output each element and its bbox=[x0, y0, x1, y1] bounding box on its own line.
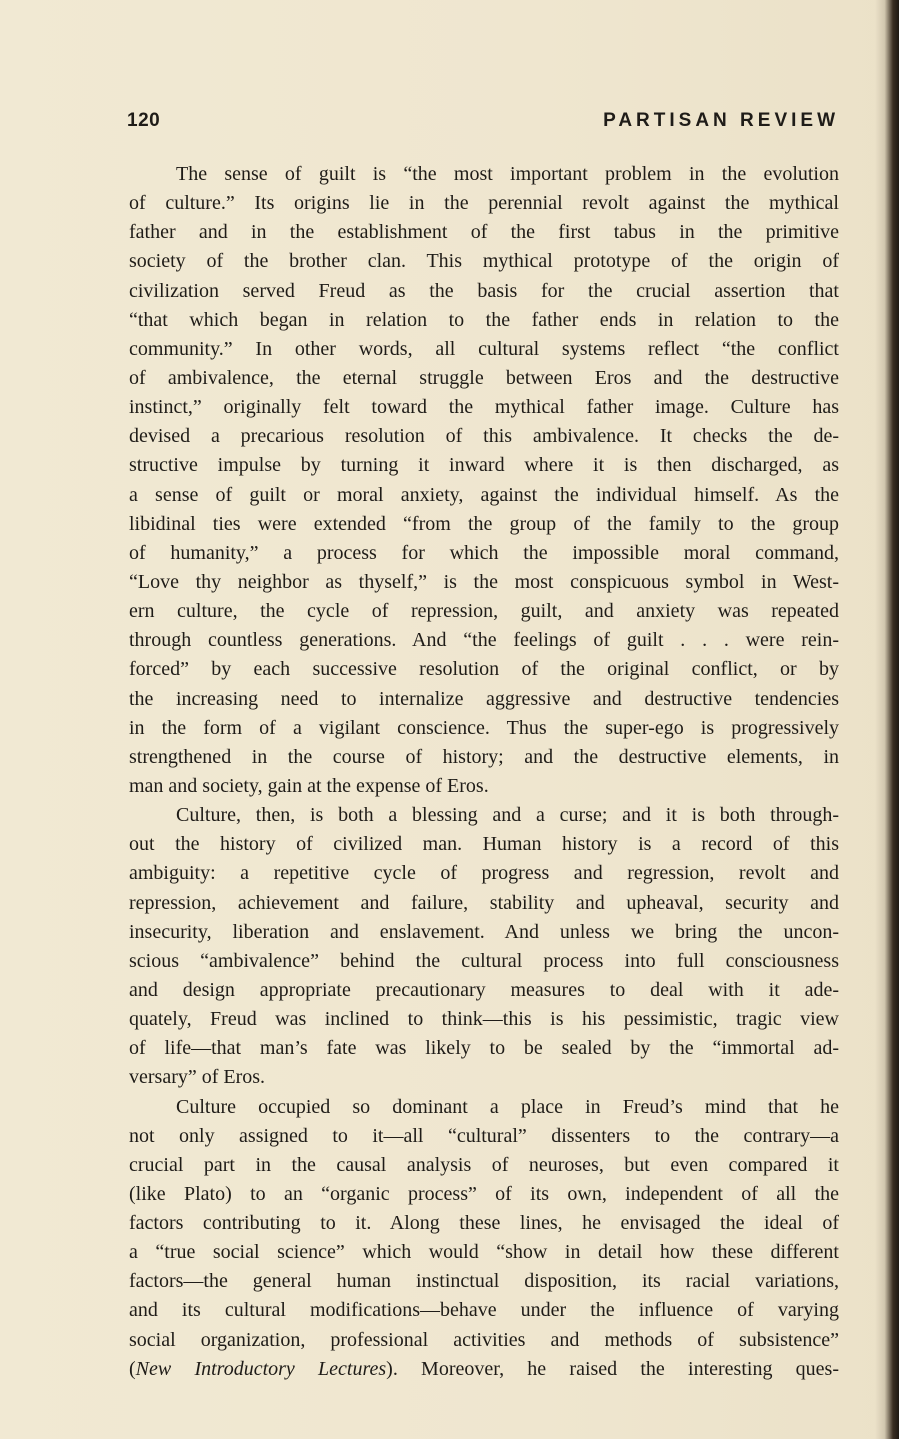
text-line: crucial part in the causal analysis of neuroses, but even compared it bbox=[129, 1153, 839, 1176]
text-line: ambiguity: a repetitive cycle of progress and regression, revolt and bbox=[129, 862, 839, 885]
text-line: insecurity, liberation and enslavement. And unless we bring the uncon- bbox=[129, 920, 839, 943]
text-line: forced” by each successive resolution of the original conflict, or by bbox=[129, 658, 839, 681]
text-line: devised a precarious resolution of this ambivalence. It checks the de- bbox=[129, 425, 839, 448]
open-paren: ( bbox=[129, 1357, 136, 1380]
text-line: the increasing need to internalize aggressive and destructive tendencies bbox=[129, 687, 839, 710]
page-number: 120 bbox=[127, 110, 161, 131]
text-line: structive impulse by turning it inward where it is then discharged, as bbox=[129, 454, 839, 477]
text-line: factors—the general human instinctual disposition, its racial variations, bbox=[129, 1270, 839, 1293]
text-line: scious “ambivalence” behind the cultural process into full consciousness bbox=[129, 949, 839, 972]
body-text bbox=[129, 160, 839, 1384]
text-line: strengthened in the course of history; and the destructive elements, in bbox=[129, 745, 839, 768]
text-line: of humanity,” a process for which the impossible moral command, bbox=[129, 541, 839, 564]
text-line: father and in the establishment of the first tabus in the primitive bbox=[129, 221, 839, 244]
text-line: quately, Freud was inclined to think—this is his pessimistic, tragic view bbox=[129, 1008, 839, 1031]
text-line: out the history of civilized man. Human history is a record of this bbox=[129, 833, 839, 856]
text-line: “Love thy neighbor as thyself,” is the most conspicuous symbol in West- bbox=[129, 570, 839, 593]
text-line: instinct,” originally felt toward the mythical father image. Culture has bbox=[129, 396, 839, 419]
text-line: ern culture, the cycle of repression, guilt, and anxiety was repeated bbox=[129, 600, 839, 623]
text-line: factors contributing to it. Along these lines, he envisaged the ideal of bbox=[129, 1212, 839, 1235]
text-line: social organization, professional activities and methods of subsistence” bbox=[129, 1328, 839, 1351]
text-line: and its cultural modifications—behave under the influence of varying bbox=[129, 1299, 839, 1322]
text-line: society of the brother clan. This mythical prototype of the origin of bbox=[129, 250, 839, 273]
text-line: a sense of guilt or moral anxiety, against the individual himself. As the bbox=[129, 483, 839, 506]
text-line: Culture, then, is both a blessing and a curse; and it is both through- bbox=[176, 804, 839, 827]
text-line: through countless generations. And “the feelings of guilt . . . were rein- bbox=[129, 629, 839, 652]
text-line: The sense of guilt is “the most important problem in the evolution bbox=[176, 163, 839, 185]
text-line: civilization served Freud as the basis for the crucial assertion that bbox=[129, 279, 839, 302]
text-line: repression, achievement and failure, stability and upheaval, security and bbox=[129, 891, 839, 914]
text-line: community.” In other words, all cultural systems reflect “the conflict bbox=[129, 337, 839, 360]
text-line: libidinal ties were extended “from the group of the family to the group bbox=[129, 512, 839, 535]
text-line: of ambivalence, the eternal struggle between Eros and the destructive bbox=[129, 366, 839, 389]
text-line: and design appropriate precautionary measures to deal with it ade- bbox=[129, 978, 839, 1001]
journal-title: PARTISAN REVIEW bbox=[603, 110, 839, 131]
text-line: (like Plato) to an “organic process” of its own, independent of all the bbox=[129, 1182, 839, 1205]
text-line: man and society, gain at the expense of Eros. bbox=[129, 774, 489, 797]
text-line: of culture.” Its origins lie in the perennial revolt against the mythical bbox=[129, 192, 839, 215]
text-line: Culture occupied so dominant a place in Freud’s mind that he bbox=[176, 1095, 839, 1118]
running-head bbox=[127, 110, 839, 140]
book-binding-edge bbox=[875, 0, 899, 1439]
text-line-last bbox=[129, 1355, 839, 1384]
text-line: “that which began in relation to the father ends in relation to the bbox=[129, 308, 839, 331]
text-line-rest: ). Moreover, he raised the interesting ques- bbox=[386, 1357, 839, 1380]
text-line: versary” of Eros. bbox=[129, 1066, 266, 1089]
text-line: in the form of a vigilant conscience. Thus the super-ego is progressively bbox=[129, 716, 839, 739]
text-line: of life—that man’s fate was likely to be sealed by the “immortal ad- bbox=[129, 1037, 839, 1060]
text-line: a “true social science” which would “show in detail how these different bbox=[129, 1241, 839, 1264]
book-title-italic: New Introductory Lectures bbox=[135, 1357, 387, 1380]
text-line: not only assigned to it—all “cultural” dissenters to the contrary—a bbox=[129, 1124, 839, 1147]
